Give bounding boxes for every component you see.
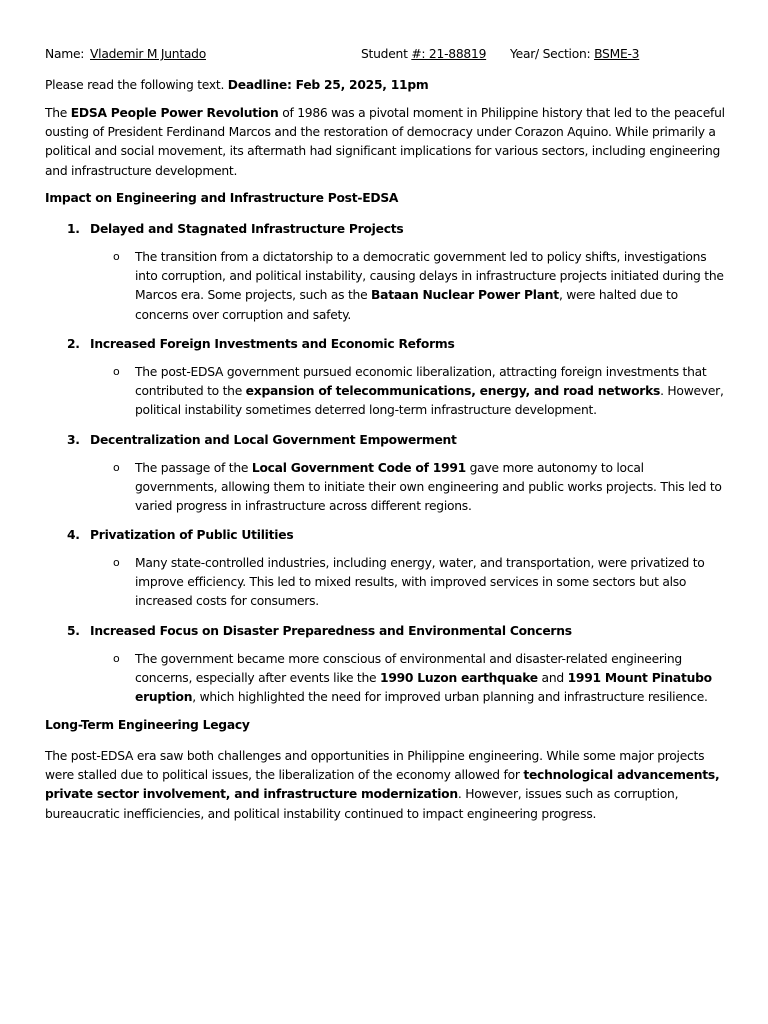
bullet-marker: o bbox=[113, 652, 120, 665]
instructions bbox=[45, 76, 725, 95]
item-bold: 1991 Mount Pinatubo eruption bbox=[135, 671, 712, 705]
instructions-text: Please read the following text. bbox=[45, 78, 228, 92]
list-item bbox=[45, 335, 725, 420]
header-row bbox=[0, 47, 768, 65]
bullet-marker: o bbox=[113, 461, 120, 474]
item-text: , which highlighted the need for improved urban planning and infrastructure resilience. bbox=[192, 690, 708, 705]
item-bold: Bataan Nuclear Power Plant bbox=[371, 288, 559, 303]
student-number: #: 21-88819 bbox=[411, 47, 487, 61]
conclusion-text-2: . However, issues such as corruption, bureaucratic inefficiencies, and political instability continued to impact engineering progress. bbox=[45, 787, 679, 821]
conclusion-paragraph bbox=[45, 747, 725, 824]
section-heading-impact: Impact on Engineering and Infrastructure Post-EDSA bbox=[45, 191, 399, 205]
item-text: , were halted due to concerns over corruption and safety. bbox=[135, 288, 678, 322]
name-value: Vlademir M Juntado bbox=[90, 47, 207, 61]
student-label bbox=[361, 47, 486, 61]
item-text: Many state-controlled industries, including energy, water, and transportation, were privatized to improve efficiency. This led to mixed results, with improved services in some sectors but also increased costs for consumers. bbox=[135, 556, 705, 609]
item-number: 1. bbox=[67, 222, 80, 236]
item-number: 2. bbox=[67, 337, 80, 351]
name-label: Name: bbox=[45, 47, 85, 61]
list-item bbox=[45, 622, 725, 707]
item-title: Delayed and Stagnated Infrastructure Projects bbox=[90, 222, 404, 236]
item-body bbox=[135, 650, 725, 708]
section-value: BSME-3 bbox=[594, 47, 640, 61]
item-body bbox=[135, 554, 725, 612]
item-bold: Local Government Code of 1991 bbox=[251, 461, 466, 475]
item-text: and bbox=[537, 671, 568, 686]
item-number: 5. bbox=[67, 624, 80, 638]
item-text: The transition from a dictatorship to a democratic government led to policy shifts, investigations into corruption, and political instability, causing delays in infrastructure projects initiated during the Marcos era. Some projects, such as the bbox=[135, 250, 724, 303]
list-item bbox=[45, 526, 725, 611]
intro-text-1: The bbox=[45, 106, 71, 120]
deadline: Deadline: Feb 25, 2025, 11pm bbox=[227, 78, 429, 92]
intro-text-2: of 1986 was a pivotal moment in Philippine history that led to the peaceful ousting of President Ferdinand Marcos and the restoration of democracy under Corazon Aquino. While primarily a political and social movement, its aftermath had significant implications for various sectors, including engineering and infrastructure development. bbox=[45, 106, 725, 178]
list-item bbox=[45, 220, 725, 320]
item-number: 4. bbox=[67, 528, 80, 542]
item-text: The government became more conscious of environmental and disaster-related engineering concerns, especially after events like the bbox=[135, 652, 682, 686]
student-label-text: Student bbox=[361, 47, 412, 61]
conclusion-bold: technological advancements, private sector involvement, and infrastructure modernization bbox=[45, 768, 720, 802]
item-bold: expansion of telecommunications, energy, and road networks bbox=[245, 384, 661, 399]
intro-paragraph bbox=[45, 104, 725, 181]
section-label-text: Year/ Section: bbox=[510, 47, 595, 61]
item-number: 3. bbox=[67, 433, 80, 447]
item-body bbox=[135, 248, 725, 325]
item-text: The passage of the bbox=[135, 461, 252, 475]
intro-bold-1: EDSA People Power Revolution bbox=[70, 106, 279, 120]
section-label bbox=[510, 47, 639, 61]
list-item bbox=[45, 431, 725, 516]
item-title: Increased Focus on Disaster Preparedness and Environmental Concerns bbox=[90, 624, 572, 638]
bullet-marker: o bbox=[113, 250, 120, 263]
item-body bbox=[135, 363, 725, 421]
item-text: gave more autonomy to local governments, allowing them to initiate their own engineering and public works projects. This led to varied progress in infrastructure across different regions. bbox=[135, 461, 722, 514]
item-title: Decentralization and Local Government Empowerment bbox=[90, 433, 457, 447]
item-title: Increased Foreign Investments and Economic Reforms bbox=[90, 337, 455, 351]
item-title: Privatization of Public Utilities bbox=[90, 528, 294, 542]
section-heading-legacy: Long-Term Engineering Legacy bbox=[45, 718, 250, 732]
item-text: The post-EDSA government pursued economic liberalization, attracting foreign investments that contributed to the bbox=[135, 365, 707, 399]
conclusion-text-1: The post-EDSA era saw both challenges and opportunities in Philippine engineering. While some major projects were stalled due to political issues, the liberalization of the economy allowed for bbox=[45, 749, 705, 783]
bullet-marker: o bbox=[113, 556, 120, 569]
item-text: . However, political instability sometimes deterred long-term infrastructure development. bbox=[135, 384, 724, 418]
item-body bbox=[135, 459, 725, 517]
item-bold: 1990 Luzon earthquake bbox=[380, 671, 538, 686]
bullet-marker: o bbox=[113, 365, 120, 378]
